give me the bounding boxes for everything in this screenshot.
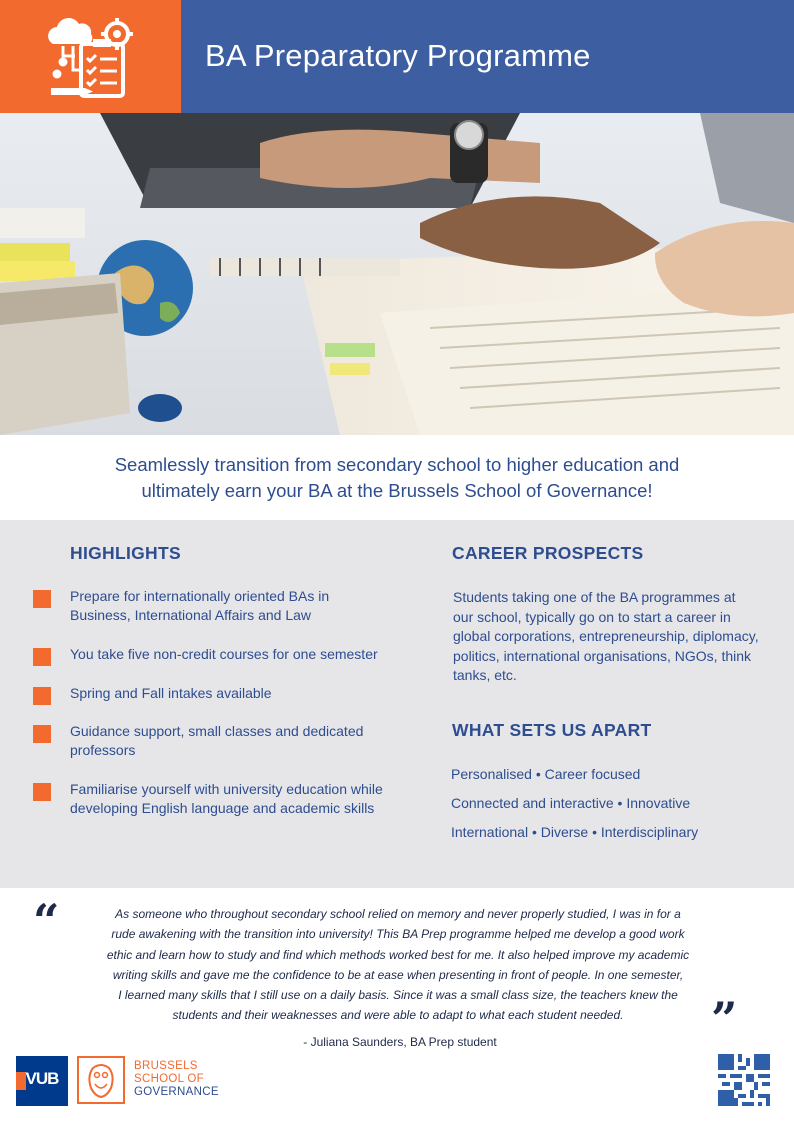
highlight-line: Prepare for internationally oriented BAs in <box>70 588 330 604</box>
square-bullet-icon <box>33 725 51 743</box>
apart-line: Connected and interactive • Innovative <box>451 795 691 811</box>
career-heading: CAREER PROSPECTS <box>452 543 644 563</box>
vub-logo <box>16 1056 68 1106</box>
students-studying-photo <box>0 113 794 435</box>
highlight-line: professors <box>70 742 136 758</box>
tagline <box>40 452 754 504</box>
highlight-text <box>70 780 415 818</box>
apart-line: Personalised • Career focused <box>451 766 641 782</box>
highlight-line: developing English language and academic skills <box>70 800 375 816</box>
quote-line: rude awakening with the transition into university! This BA Prep programme helped me develop a good work <box>111 927 685 942</box>
header-icon-box <box>0 0 181 113</box>
close-quote-icon: ” <box>711 992 738 1046</box>
highlight-line: Familiarise yourself with university education while <box>70 781 383 797</box>
school-logo-text <box>134 1060 219 1099</box>
career-line: Students taking one of the BA programmes at <box>453 589 736 605</box>
testimonial-quote <box>74 904 722 1026</box>
tagline-line-2: ultimately earn your BA at the Brussels School of Governance! <box>141 480 653 501</box>
career-line: politics, international organisations, NGOs, think <box>453 647 752 664</box>
highlight-text <box>70 684 415 703</box>
quote-line: I learned many skills that I still use on a daily basis. Since it was a small class size, the teachers knew the <box>118 988 678 1003</box>
square-bullet-icon <box>33 590 51 608</box>
open-quote-icon: “ <box>33 894 60 948</box>
highlight-text <box>70 587 415 625</box>
quote-line: students and their weaknesses and were able to adapt to what each student needed. <box>172 1008 624 1023</box>
highlight-text <box>70 645 415 664</box>
quote-line: As someone who throughout secondary school relied on memory and never properly studied, I was in for a <box>115 907 681 921</box>
school-name-line: BRUSSELS <box>134 1060 198 1072</box>
highlight-line: Spring and Fall intakes available <box>70 685 272 701</box>
highlight-text <box>70 722 415 760</box>
apart-line: International • Diverse • Interdisciplinary <box>451 824 699 840</box>
quote-line: writing skills and gave me the confidence to be at ease when presenting in front of people. In one semester, <box>112 967 684 982</box>
school-name-line: GOVERNANCE <box>134 1086 219 1098</box>
apart-heading: WHAT SETS US APART <box>452 720 652 740</box>
qr-code-icon[interactable] <box>718 1054 770 1106</box>
career-line: our school, typically go on to start a career in <box>453 608 731 625</box>
square-bullet-icon <box>33 648 51 666</box>
square-bullet-icon <box>33 687 51 705</box>
page-title: BA Preparatory Programme <box>205 38 591 73</box>
graduation-checklist-icon <box>45 14 135 100</box>
quote-line: ethic and learn how to study and find which methods worked best for me. It also helped improve my academic <box>106 947 690 962</box>
highlight-line: You take five non-credit courses for one semester <box>70 646 378 662</box>
owl-logo-icon <box>77 1056 125 1104</box>
highlight-line: Business, International Affairs and Law <box>70 607 312 623</box>
highlight-line: Guidance support, small classes and dedicated <box>70 723 364 739</box>
career-text <box>453 588 778 686</box>
quote-author: - Juliana Saunders, BA Prep student <box>303 1035 497 1049</box>
highlights-heading: HIGHLIGHTS <box>70 543 181 563</box>
tagline-line-1: Seamlessly transition from secondary school to higher education and <box>114 454 680 475</box>
career-line: tanks, etc. <box>453 667 517 683</box>
vub-logo-text: VUB <box>25 1069 59 1088</box>
school-name-line: SCHOOL OF <box>134 1073 205 1085</box>
square-bullet-icon <box>33 783 51 801</box>
header-bar <box>0 0 794 113</box>
career-line: global corporations, entrepreneurship, diplomacy, <box>453 628 759 644</box>
